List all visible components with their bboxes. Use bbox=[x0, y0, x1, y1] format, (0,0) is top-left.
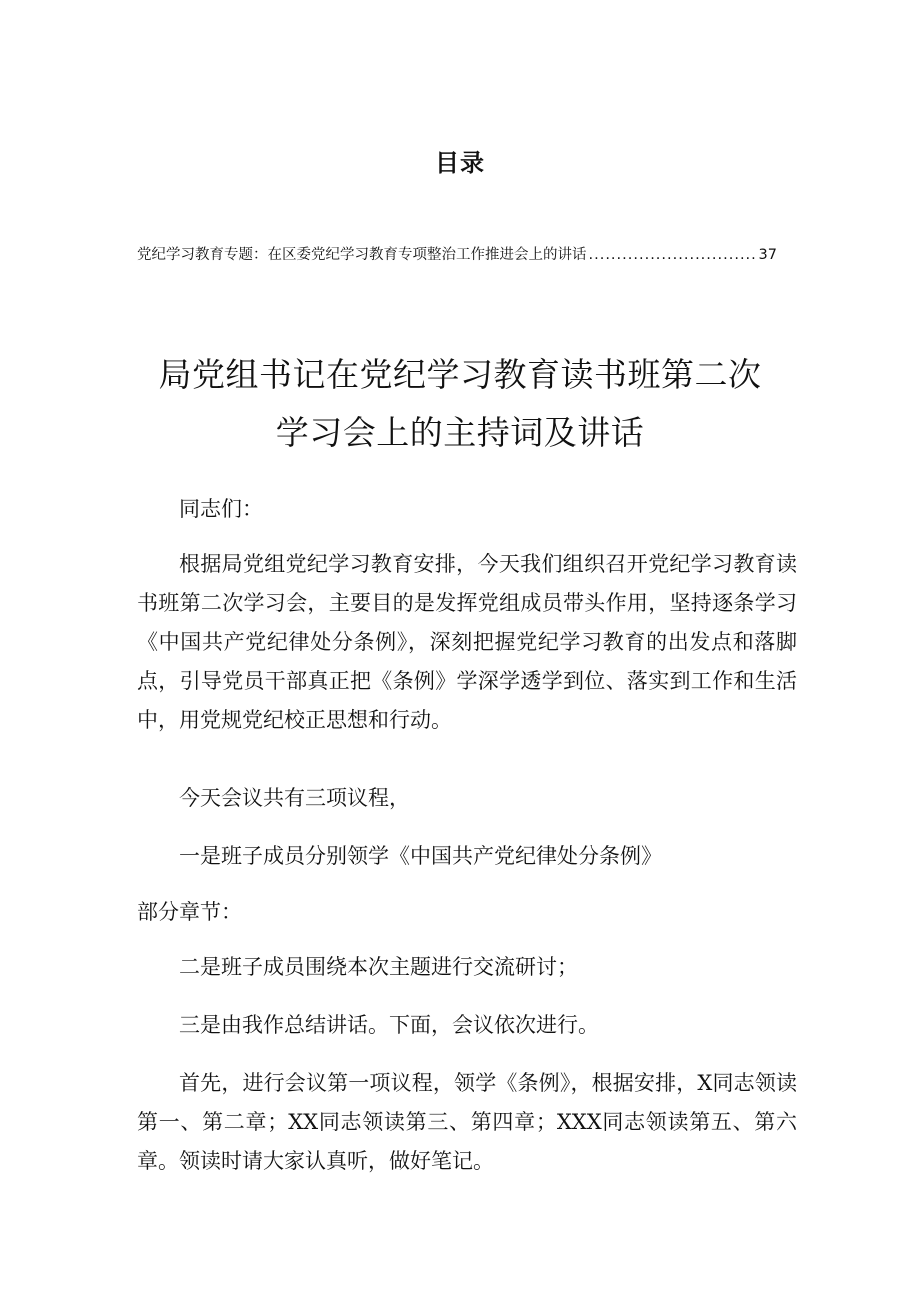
document-title bbox=[130, 346, 790, 462]
salutation-block bbox=[137, 490, 797, 529]
agenda-item-3-block bbox=[137, 1006, 797, 1045]
document-title-line-1: 局党组书记在党纪学习教育读书班第二次 bbox=[158, 355, 762, 394]
intro-paragraph: 根据局党组党纪学习教育安排，今天我们组织召开党纪学习教育读书班第二次学习会，主要目的是发挥党组成员带头作用，坚持逐条学习《中国共产党纪律处分条例》，深刻把握党纪学习教育的出发点和落脚点，引导党员干部真正把《条例》学深学透学到位、落实到工作和生活中，用党规党纪校正思想和行动。 bbox=[137, 552, 797, 732]
toc-leader-dots bbox=[589, 244, 757, 266]
agenda-item-1: 一是班子成员分别领学《中国共产党纪律处分条例》 bbox=[179, 844, 662, 868]
agenda-paragraph: 今天会议共有三项议程， bbox=[179, 786, 410, 810]
agenda-item-1-continuation-block bbox=[137, 893, 797, 932]
agenda-item-2: 二是班子成员围绕本次主题进行交流研讨； bbox=[179, 955, 578, 979]
toc-heading: 目录 bbox=[435, 149, 485, 177]
agenda-block bbox=[137, 779, 797, 818]
toc-entry[interactable] bbox=[137, 244, 777, 266]
agenda-item-2-block bbox=[137, 948, 797, 987]
agenda-item-3: 三是由我作总结讲话。下面，会议依次进行。 bbox=[179, 1013, 599, 1037]
toc-entry-page: 37 bbox=[758, 247, 777, 263]
agenda-item-1-block bbox=[137, 837, 797, 876]
agenda-item-1-continuation: 部分章节： bbox=[137, 900, 242, 924]
document-title-line-2: 学习会上的主持词及讲话 bbox=[275, 413, 645, 452]
first-agenda-paragraph: 首先，进行会议第一项议程，领学《条例》，根据安排，X同志领读第一、第二章；XX同志领读第三、第四章；XXX同志领读第五、第六章。领读时请大家认真听，做好笔记。 bbox=[137, 1071, 797, 1173]
toc-entry-title: 党纪学习教育专题：在区委党纪学习教育专项整治工作推进会上的讲话 bbox=[137, 247, 587, 263]
salutation: 同志们： bbox=[179, 497, 263, 521]
intro-block bbox=[137, 545, 797, 740]
first-agenda-block bbox=[137, 1064, 797, 1181]
